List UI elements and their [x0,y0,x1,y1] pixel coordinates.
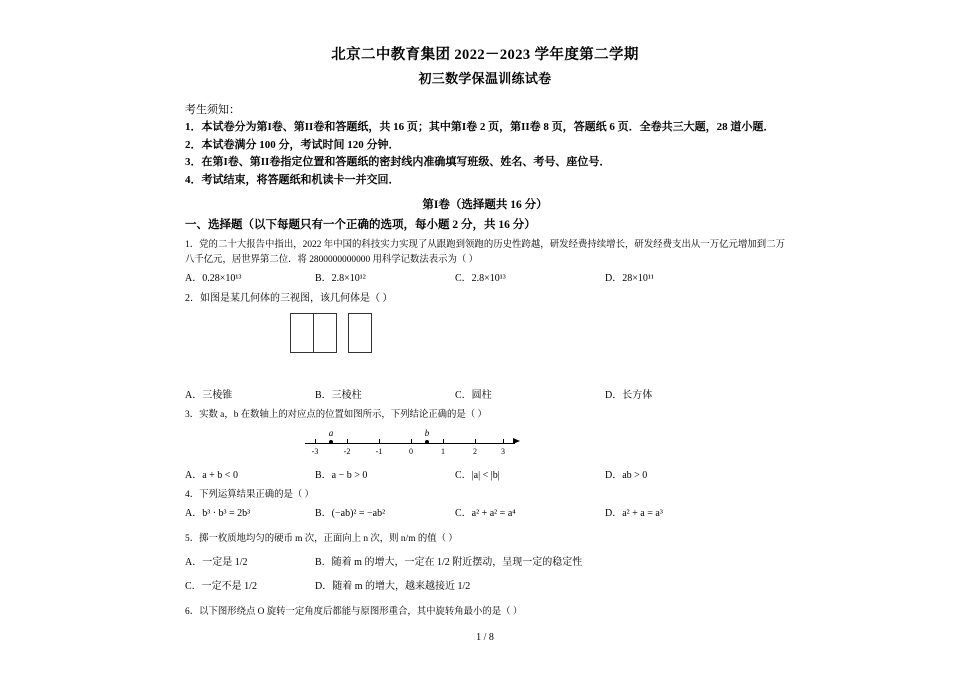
notice-heading: 考生须知： [185,104,240,116]
number-line-tick [503,439,504,444]
question-1 [185,238,785,268]
question-3-number: 3． [185,409,200,420]
number-line-label: 1 [441,446,445,456]
question-4-options [185,506,785,522]
number-line-arrow-icon [513,438,520,444]
question-1-stem: 党的二十大报告中指出，2022 年中国的科技实力实现了从跟跑到领跑的历史性跨越，研发经费持续增长，研发经费支出从一万亿元增加到二万八千亿元，居世界第二位．将 2800000000000 用科学记数法表示为（ ） [185,240,785,265]
paper-title-line1: 北京二中教育集团 2022－2023 学年度第二学期 [331,47,639,63]
question-5-option-c[interactable]: C．一定不是 1/2 [185,580,257,592]
part-title: 一、选择题（以下每题只有一个正确的选项，每小题 2 分，共 16 分） [185,219,536,231]
question-4-stem: 下列运算结果正确的是（ ） [199,489,314,500]
point-a-label: a [328,427,334,438]
question-4-option-c[interactable]: C．a² + a² = a⁴ [455,507,516,519]
title-block [185,44,785,90]
question-5-number: 5． [185,533,200,544]
question-2-options [185,388,785,404]
question-6-number: 6． [185,606,200,617]
number-line-figure [305,427,535,465]
section-title: 第I卷（选择题共 16 分） [422,199,548,211]
question-2-option-c[interactable]: C．圆柱 [455,389,492,401]
question-3-option-c[interactable]: C．|a| < |b| [455,469,500,481]
question-1-options [185,271,785,287]
number-line-label: 2 [473,446,477,456]
question-3-options [185,468,785,484]
question-4-option-d[interactable]: D．a² + a = a³ [605,507,663,519]
three-view-figure [290,313,785,385]
question-4 [185,488,785,503]
question-3 [185,408,785,423]
point-b-dot [425,440,429,444]
number-line-label: -3 [311,446,319,456]
number-line-label: -1 [375,446,383,456]
question-5-option-b[interactable]: B．随着 m 的增大，一定在 1/2 附近摆动，呈现一定的稳定性 [315,556,583,568]
page-footer: 1 / 8 [476,632,494,643]
notice-item-1: 1．本试卷分为第I卷、第II卷和答题纸，共 16 页；其中第I卷 2 页，第II卷 8 页，答题纸 6 页．全卷共三大题，28 道小题． [185,121,775,133]
question-4-option-b[interactable]: B．(−ab)² = −ab² [315,507,386,519]
number-line-tick [411,439,412,444]
exam-paper-sheet [185,24,785,664]
question-4-option-a[interactable]: A．b³ · b³ = 2b³ [185,507,251,519]
paper-title-line2: 初三数学保温训练试卷 [418,71,552,86]
question-5-option-d[interactable]: D．随着 m 的增大，越来越接近 1/2 [315,580,471,592]
question-5-option-a[interactable]: A．一定是 1/2 [185,556,248,568]
number-line-tick [315,439,316,444]
question-6 [185,605,785,620]
number-line-tick [443,439,444,444]
point-a-dot [329,440,333,444]
number-line-tick [379,439,380,444]
question-2-number: 2． [185,293,200,304]
question-1-option-c[interactable]: C．2.8×10¹³ [455,273,506,284]
question-2-stem: 如图是某几何体的三视图，该几何体是（ ） [200,293,393,304]
point-b-label: b [424,427,430,438]
question-1-number: 1． [185,240,200,250]
question-2-option-b[interactable]: B．三棱柱 [315,389,362,401]
number-line-tick [347,439,348,444]
question-2-option-a[interactable]: A．三棱锥 [185,389,233,401]
notice-item-4: 4．考试结束，将答题纸和机读卡一并交回． [185,173,400,186]
question-5-options-row2 [185,579,785,595]
number-line-tick [475,439,476,444]
question-2-option-d[interactable]: D．长方体 [605,389,653,401]
question-2 [185,291,785,307]
question-1-option-b[interactable]: B．2.8×10¹² [315,273,366,284]
question-5 [185,532,785,547]
extra-view-rect [348,313,372,353]
number-line-label: -2 [343,446,351,456]
question-3-option-d[interactable]: D．ab > 0 [605,469,648,481]
question-6-stem: 以下图形绕点 O 旋转一定角度后都能与原图形重合，其中旋转角最小的是（ ） [199,606,523,617]
question-4-number: 4． [185,489,200,500]
front-view-rect [290,313,314,353]
notice-item-3: 3．在第I卷、第II卷指定位置和答题纸的密封线内准确填写班级、姓名、考号、座位号． [185,156,611,168]
question-5-stem: 掷一枚质地均匀的硬币 m 次，正面向上 n 次，则 n/m 的值（ ） [199,533,458,544]
number-line-label: 0 [409,446,413,456]
side-view-rect [313,313,337,353]
question-1-option-d[interactable]: D．28×10¹¹ [605,273,654,284]
notice-item-2: 2．本试卷满分 100 分，考试时间 120 分钟． [185,138,400,151]
question-5-options-row1 [185,555,785,571]
number-line-axis [305,443,515,444]
question-1-option-a[interactable]: A．0.28×10¹³ [185,273,242,284]
number-line-label: 3 [501,446,505,456]
question-3-option-a[interactable]: A．a + b < 0 [185,469,238,481]
question-3-stem: 实数 a，b 在数轴上的对应点的位置如图所示，下列结论正确的是（ ） [199,409,487,420]
question-3-option-b[interactable]: B．a − b > 0 [315,469,368,481]
